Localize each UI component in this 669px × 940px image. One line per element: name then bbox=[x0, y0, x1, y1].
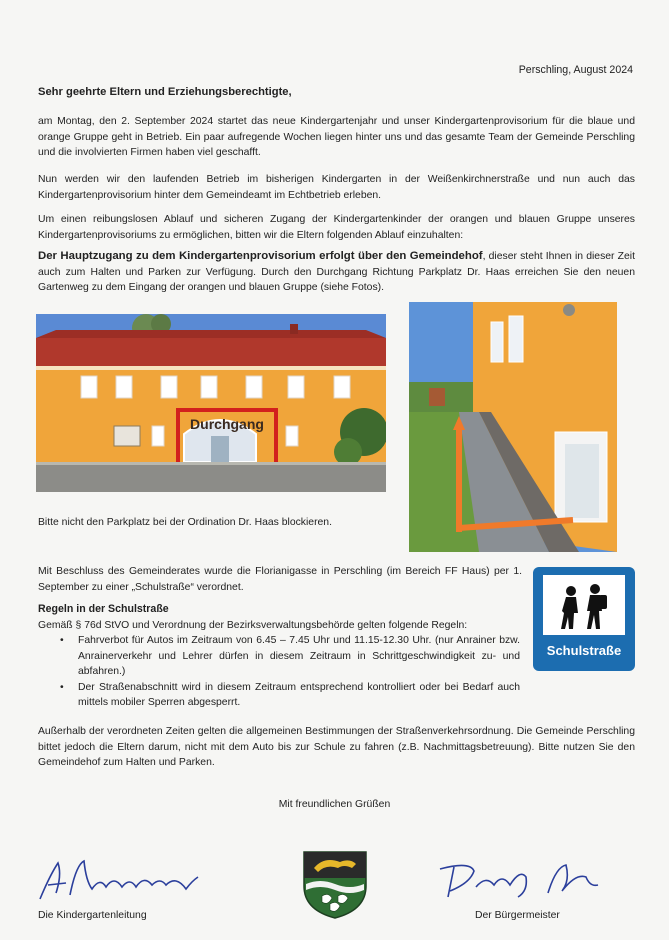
rule-item-text: Fahrverbot für Autos im Zeitraum von 6.45 – 7.45 Uhr und 11.15-12.30 Uhr. (nur Anrainer bzw. Anrainerverkehr und Lehrer dürfen in diesem Zeitraum in Schrittgeschwindigkeit zu- und abfahren.) bbox=[78, 635, 520, 677]
closing-greeting: Mit freundlichen Grüßen bbox=[278, 799, 391, 810]
label-kindergarten-lead: Die Kindergartenleitung bbox=[38, 910, 147, 921]
salutation: Sehr geehrte Eltern und Erziehungsberechtigte, bbox=[38, 86, 292, 98]
paragraph-request: Um einen reibungslosen Ablauf und sicheren Zugang der Kindergartenkinder der orangen und blauen Gruppe unseres Kindergartenprovisoriums zu ermöglichen, bitten wir die Eltern folgenden Ablauf einzuhalten: bbox=[38, 214, 635, 241]
main-access-emphasis: Der Hauptzugang zu dem Kindergartenprovisorium erfolgt über den Gemeindehof bbox=[38, 250, 483, 262]
photo-caption: Bitte nicht den Parkplatz bei der Ordination Dr. Haas blockieren. bbox=[38, 517, 332, 528]
school-street-sign bbox=[533, 567, 635, 671]
paragraph-operation: Nun werden wir den laufenden Betrieb im bisherigen Kindergarten in der Weißenkirchnerstraße und nun auch das Kindergartenprovisorium hinter dem Gemeindeamt im Echtbetrieb erleben. bbox=[38, 174, 635, 201]
rules-intro: Gemäß § 76d StVO und Verordnung der Bezirksverwaltungsbehörde gelten folgende Regeln: bbox=[38, 620, 468, 631]
rules-list bbox=[38, 633, 520, 711]
signature-kindergarten-lead bbox=[36, 855, 201, 905]
paragraph-school-street: Mit Beschluss des Gemeinderates wurde die Florianigasse in Perschling (im Bereich FF Haus) per 1. September zu einer „Schulstraße“ verordnet. bbox=[38, 566, 522, 593]
municipal-crest-icon bbox=[300, 850, 370, 920]
passage-label: Durchgang bbox=[190, 416, 264, 432]
sign-label: Schulstraße bbox=[546, 643, 622, 658]
rule-item bbox=[38, 680, 520, 711]
signature-mayor bbox=[430, 857, 605, 907]
photo-building-passage bbox=[36, 314, 386, 492]
paragraph-general-rules: Außerhalb der verordneten Zeiten gelten die allgemeinen Bestimmungen der Straßenverkehrsordnung. Die Gemeinde Perschling bittet jedoch die Eltern darum, nicht mit dem Auto bis zur Schule zu fahren (z.B. Nachmittagsbetreuung). Bitte nutzen Sie den Gemeindehof zum Halten und Parken. bbox=[38, 726, 635, 768]
photo-garden-path bbox=[409, 302, 617, 552]
rule-item-text: Der Straßenabschnitt wird in diesem Zeitraum entsprechend kontrolliert oder bei Bedarf auch mittels mobiler Sperren abgesperrt. bbox=[78, 681, 520, 708]
label-mayor: Der Bürgermeister bbox=[475, 910, 560, 921]
bullet-icon: • bbox=[60, 635, 64, 646]
document-date: Perschling, August 2024 bbox=[518, 64, 633, 76]
main-access-text: , dieser steht Ihnen in dieser Zeit auch zum Halten und Parken zur Verfügung. Durch den Durchgang Richtung Parkplatz Dr. Haas erreichen Sie den neuen Gartenweg zu dem Eingang der orangen und blauen Gruppe (siehe Fotos). bbox=[38, 251, 635, 293]
paragraph-main-access bbox=[38, 249, 635, 296]
rule-item bbox=[38, 633, 520, 680]
paragraph-intro: am Montag, den 2. September 2024 startet das neue Kindergartenjahr und unser Kindergartenprovisorium für die blaue und orange Gruppe geht in Betrieb. Ein paar aufregende Wochen liegen hinter uns und das gesamte Team der Gemeinde Perschling und die involvierten Firmen haben viel geschafft. bbox=[38, 116, 635, 158]
bullet-icon: • bbox=[60, 681, 64, 693]
rules-heading: Regeln in der Schulstraße bbox=[38, 603, 169, 615]
